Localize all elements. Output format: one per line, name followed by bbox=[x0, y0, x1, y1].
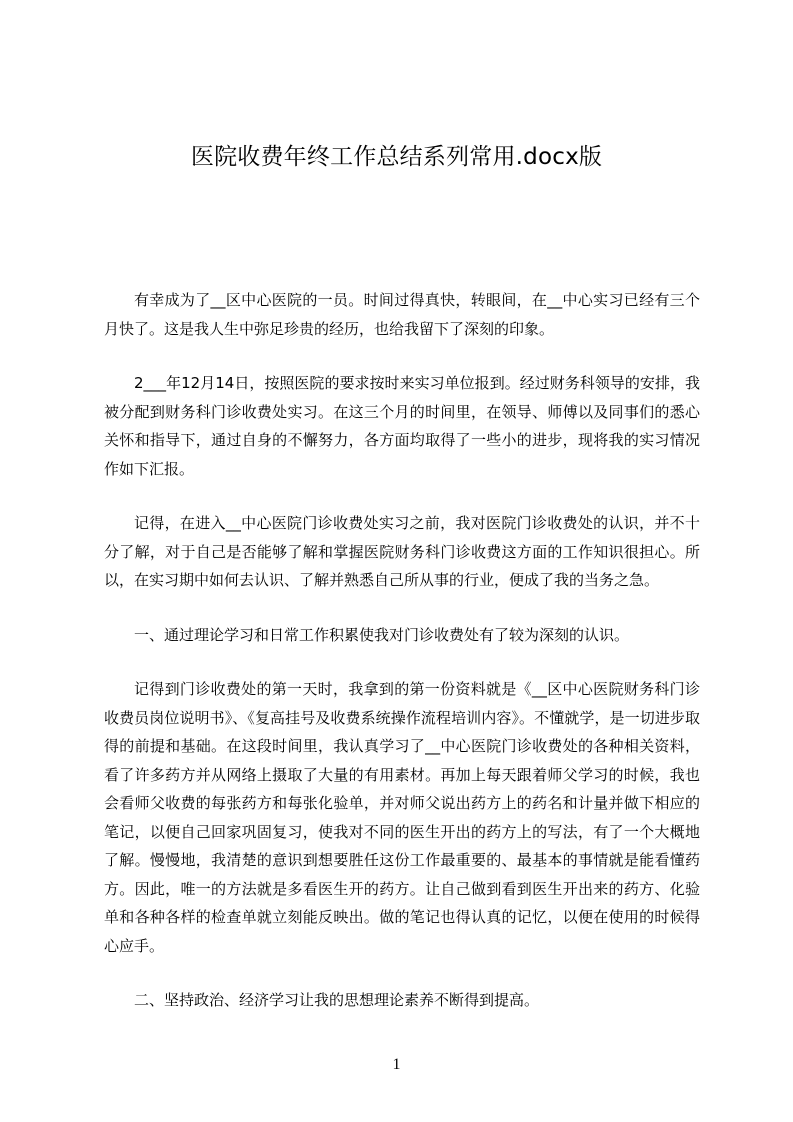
document-body bbox=[104, 286, 700, 1041]
paragraph-intro: 有幸成为了__区中心医院的一员。时间过得真快，转眼间，在__中心实习已经有三个月快了。这是我人生中弥足珍贵的经历，也给我留下了深刻的印象。 bbox=[104, 291, 700, 338]
document-title: 医院收费年终工作总结系列常用.docx版 bbox=[190, 144, 603, 170]
section-heading-1: 一、通过理论学习和日常工作积累使我对门诊收费处有了较为深刻的认识。 bbox=[134, 625, 630, 644]
page-number: 1 bbox=[392, 1056, 401, 1073]
paragraph-learning: 记得到门诊收费处的第一天时，我拿到的第一份资料就是《__区中心医院财务科门诊收费员岗位说明书》、《复高挂号及收费系统操作流程培训内容》。不懂就学，是一切进步取得的前提和基础。在这段时间里，我认真学习了__中心医院门诊收费处的各种相关资料，看了许多药方并从网络上摄取了大量的有用素材。再加上每天跟着师父学习的时候，我也会看师父收费的每张药方和每张化验单，并对师父说出药方上的药名和计量并做下相应的笔记，以便自己回家巩固复习，使我对不同的医生开出的药方上的写法，有了一个大概地了解。慢慢地，我清楚的意识到想要胜任这份工作最重要的、最基本的事情就是能看懂药方。因此，唯一的方法就是多看医生开的药方。让自己做到看到医生开出来的药方、化验单和各种各样的检查单就立刻能反映出。做的笔记也得认真的记忆，以便在使用的时候得心应手。 bbox=[104, 680, 700, 955]
paragraph-arrival: 2___年12月14日，按照医院的要求按时来实习单位报到。经过财务科领导的安排，我被分配到财务科门诊收费处实习。在这三个月的时间里，在领导、师傅以及同事们的悉心关怀和指导下，通过自身的不懈努力，各方面均取得了一些小的进步，现将我的实习情况作如下汇报。 bbox=[104, 374, 700, 478]
section-heading-2: 二、坚持政治、经济学习让我的思想理论素养不断得到提高。 bbox=[134, 991, 540, 1009]
paragraph-concern: 记得，在进入__中心医院门诊收费处实习之前，我对医院门诊收费处的认识，并不十分了解，对于自己是否能够了解和掌握医院财务科门诊收费这方面的工作知识很担心。所以，在实习期中如何去认识、了解并熟悉自己所从事的行业，便成了我的当务之急。 bbox=[104, 514, 700, 589]
